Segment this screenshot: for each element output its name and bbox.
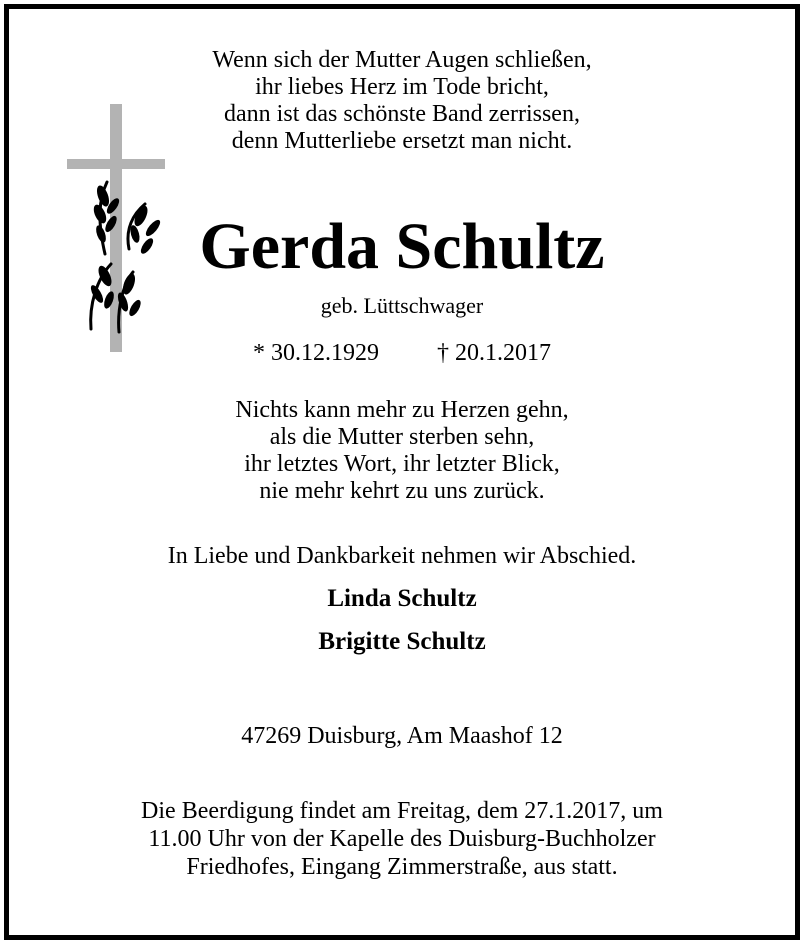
funeral-notice xyxy=(9,797,795,881)
funeral-line: 11.00 Uhr von der Kapelle des Duisburg-Buchholzer xyxy=(148,826,656,852)
verse-line: nie mehr kehrt zu uns zurück. xyxy=(259,478,545,504)
address: 47269 Duisburg, Am Maashof 12 xyxy=(241,723,563,749)
verse-line: Nichts kann mehr zu Herzen gehn, xyxy=(235,397,569,423)
verse-line: ihr liebes Herz im Tode bricht, xyxy=(255,74,549,100)
obituary-card xyxy=(4,4,800,940)
verse-line: denn Mutterliebe ersetzt man nicht. xyxy=(231,128,573,154)
death-date: † 20.1.2017 xyxy=(437,340,551,366)
funeral-line: Friedhofes, Eingang Zimmerstraße, aus statt. xyxy=(186,854,618,880)
verse-line: Wenn sich der Mutter Augen schließen, xyxy=(212,47,592,73)
verse-middle xyxy=(9,397,795,505)
maiden-name: geb. Lüttschwager xyxy=(320,293,484,318)
deceased-name: Gerda Schultz xyxy=(199,210,605,283)
birth-date: * 30.12.1929 xyxy=(253,340,379,366)
life-dates xyxy=(9,339,795,367)
mourner-name: Linda Schultz xyxy=(327,585,477,612)
verse-line: als die Mutter sterben sehn, xyxy=(269,424,535,450)
verse-top xyxy=(9,47,795,155)
mourner-name: Brigitte Schultz xyxy=(318,628,486,655)
funeral-line: Die Beerdigung findet am Freitag, dem 27.1.2017, um xyxy=(141,798,663,824)
verse-line: ihr letztes Wort, ihr letzter Blick, xyxy=(244,451,560,477)
farewell-text: In Liebe und Dankbarkeit nehmen wir Abschied. xyxy=(167,543,637,569)
verse-line: dann ist das schönste Band zerrissen, xyxy=(224,101,580,127)
